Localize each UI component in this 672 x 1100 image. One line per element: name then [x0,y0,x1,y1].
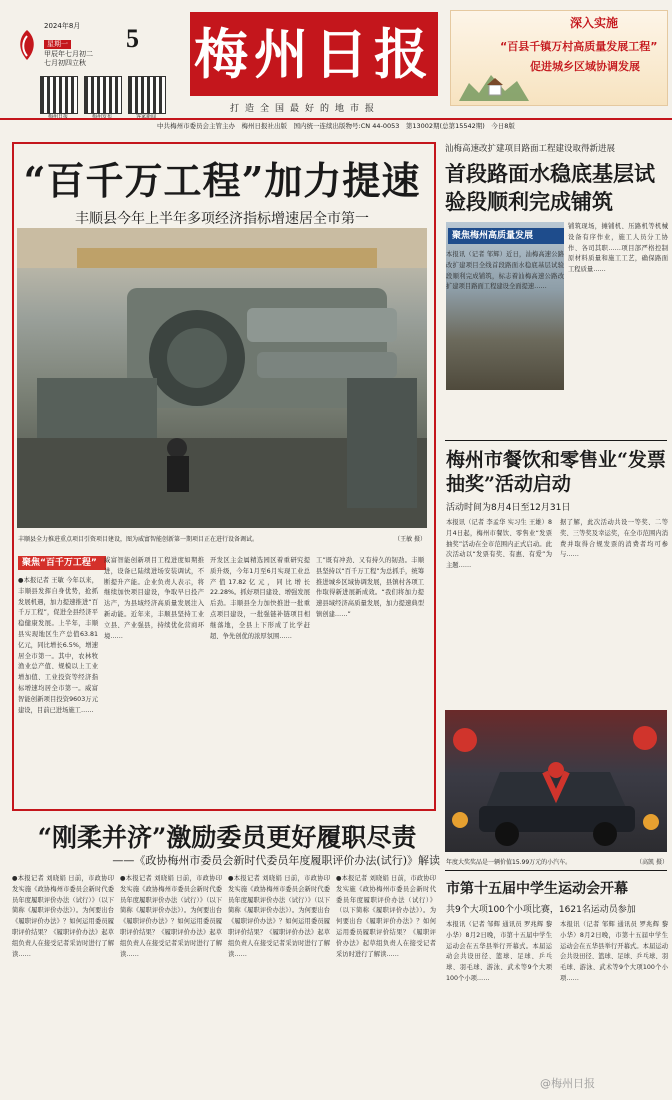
slogan: 打造全国最好的地市报 [230,104,381,114]
bottom-body-col-1: ●本报记者 刘晓娟 日前，市政协印发实施《政协梅州市委员会新时代委员年度履职评价办法（试行）》（以下简称《履职评价办法》）。为何要出台《履职评价办法》？如何运用委员履职评价结果？《履职评价办法》起草组负责人在接受记者采访时进行了解读…… [12,875,114,958]
lead-article-col-2: 威富智能创新项目工程进度如期推进，设备已陆续进场安装调试，不断提升产能。企业负责人表示，将继续加快项目建设，争取早日投产达产，为县域经济高质量发展注入新动能。近年来，丰顺县坚持工业立县、产业强县，持续优化营商环境…… [104,557,204,640]
right-mid-body-a: 本报讯（记者 李孟华 实习生 王雄）8月4日起，梅州市餐饮、零售业“发票抽奖”活动在全市范围内正式启动。此次活动以“发票有奖、有惠、有爱”为主题…… [446,519,552,570]
masthead [0,0,672,130]
lunar-date-1: 甲辰年七月初二 [44,50,93,58]
date-block [44,22,194,70]
promo-line-1: 深入实施 [570,16,619,30]
section-tag-blue: 聚焦梅州高质量发展 [448,228,564,244]
right-bottom-subtitle: 共9个大项100个小项比赛，1621名运动员参加 [446,905,636,915]
lead-headline[interactable]: “百千万工程”加力提速 [23,158,421,203]
right-top-headline[interactable]: 首段路面水稳底基层试验段顺利完成铺筑 [445,161,655,214]
right-top-body-b: 铺筑现场，摊铺机、压路机等机械设备有序作业，施工人员分工协作、各司其职……项目部严格控制原材料质量和施工工艺，确保路面工程质量…… [568,223,668,274]
weekday: 星期一 [44,40,71,49]
industrial-machine-image [17,228,427,528]
right-bottom-body-a: 本报讯（记者 邹辉 通讯员 罗兆辉 黎小华）8月2日晚，市第十五届中学生运动会在五华县举行开幕式。本届运动会共设田径、篮球、足球、乒乓球、羽毛球、游泳、武术等9个大项100个小项…… [446,921,552,982]
right-bottom-headline[interactable]: 市第十五届中学生运动会开幕 [446,881,628,897]
qr-code-icon[interactable] [40,76,78,114]
right-kicker: 汕梅高速改扩建项目路面工程建设取得新进展 [445,144,616,154]
village-illustration-icon [459,61,529,101]
divider [445,440,667,441]
publication-info-bar: 中共梅州市委员会主管主办 梅州日报社出版 国内统一连续出版物号:CN 44-0053 第13002期(总第15542期) 今日8版 [0,118,672,132]
car-prize-photo [445,710,667,852]
bottom-body-col-3: ●本报记者 刘晓娟 日前，市政协印发实施《政协梅州市委员会新时代委员年度履职评价办法（试行）》（以下简称《履职评价办法》）。为何要出台《履职评价办法》？如何运用委员履职评价结果？《履职评价办法》起草组负责人在接受记者采访时进行了解读…… [228,875,330,958]
photo-caption [18,534,426,543]
day-number: 5 [126,24,139,53]
right-top-body-a: 本报讯（记者 邹辉）近日，汕梅高速公路改扩建项目全线首段路面水稳底基层试验段顺利完成铺筑，标志着汕梅高速公路改扩建项目路面工程建设全面提速…… [446,251,564,291]
car-photo-credit: （高凯 摄） [636,859,668,866]
lead-article-col-3: 开发区主金属精选园区着重研究提质升级，今年1月至6月实现工业总产值17.82亿元，同比增长22.28%。抓好项目建设、增强发展后劲。丰顺县全力加快推进一批重点项目建设，一批强链补链项目相继落地，全县上下形成了比学赶超、争先创优的浓厚氛围…… [210,557,310,640]
lunar-date-2: 七月初四立秋 [44,59,86,67]
qr-code-icon[interactable] [128,76,166,114]
car-caption [446,857,668,866]
right-mid-body-b: 据了解，此次活动共设一等奖、二等奖、三等奖及幸运奖，在全市范围内消费并取得合规发票的消费者均可参与…… [560,519,668,559]
bottom-body-col-4: ●本报记者 刘晓娟 日前，市政协印发实施《政协梅州市委员会新时代委员年度履职评价办法（试行）》（以下简称《履职评价办法》）。为何要出台《履职评价办法》？如何运用委员履职评价结果？《履职评价办法》起草组负责人在接受记者采访时进行了解读…… [336,875,436,958]
qr-label: 梅州日报 [47,114,68,120]
photo-caption-text: 丰顺县全力推进重点项目引资项目建设，图为威富智能创新第一期项目正在进行设备调试。 [18,536,259,543]
promo-line-3: 促进城乡区域协调发展 [530,60,640,73]
car-caption-text: 年度大奖奖品是一辆价值15.99万元的小汽车。 [446,859,572,866]
right-mid-headline[interactable]: 梅州市餐饮和零售业“发票抽奖”活动启动 [446,449,666,495]
lead-article-col-1: ●本报记者 王敏 今年以来，丰顺县发挥自身优势，抢抓发展机遇，加力提速推进“百千万工程”，促进全县经济平稳健康发展。上半年，丰顺县实现地区生产总值63.81亿元，同比增长6.5%，增速居全市第一。其中，农林牧渔业总产值、规模以上工业增加值、工业投资等经济指标增速均居全市第一。威富智能创新项目投资9603万元建设，目前已进场施工…… [18,577,98,714]
lead-subhead: 丰顺县今年上半年多项经济指标增速居全市第一 [75,211,369,227]
bottom-headline[interactable]: “刚柔并济”激励委员更好履职尽责 [37,823,417,852]
lead-article-col-4: 工”既有冲劲、又有持久的韧劲。丰顺县坚持以“百千万工程”为总抓手，统筹推进城乡区域协调发展，县镇村各项工作取得新进展新成效。“我们将加力提速县域经济高质量发展，加力提速典型镇创建……” [316,557,424,618]
right-bottom-body-b: 本报讯（记者 邹辉 通讯员 罗兆辉 黎小华）8月2日晚，市第十五届中学生运动会在五华县举行开幕式。本届运动会共设田径、篮球、足球、乒乓球、羽毛球、游泳、武术等9个大项100个小项…… [560,921,668,982]
bottom-body-col-2: ●本报记者 刘晓娟 日前，市政协印发实施《政协梅州市委员会新时代委员年度履职评价办法（试行）》（以下简称《履职评价办法》）。为何要出台《履职评价办法》？如何运用委员履职评价结果？《履职评价办法》起草组负责人在接受记者采访时进行了解读…… [120,875,222,958]
right-mid-subtitle: 活动时间为8月4日至12月31日 [446,503,571,513]
divider [445,870,667,871]
factory-photo [17,228,427,528]
photo-credit: （王敏 摄） [394,536,426,543]
watermark: @梅州日报 [540,1077,595,1090]
qr-code-icon[interactable] [84,76,122,114]
year-month: 2024年8月 [44,22,81,30]
section-tag: 聚焦“百千万工程” [18,556,106,570]
bottom-subhead: ——《政协梅州市委员会新时代委员年度履职评价办法(试行)》解读 [112,854,440,867]
car-image [445,710,667,852]
promo-line-2: “百县千镇万村高质量发展工程” [500,40,658,53]
newspaper-logo-icon [14,28,40,62]
qr-label: 客家新闻 [135,114,156,120]
newspaper-title: 梅州日报 [190,12,438,96]
qr-label: 梅州发布 [91,114,112,120]
